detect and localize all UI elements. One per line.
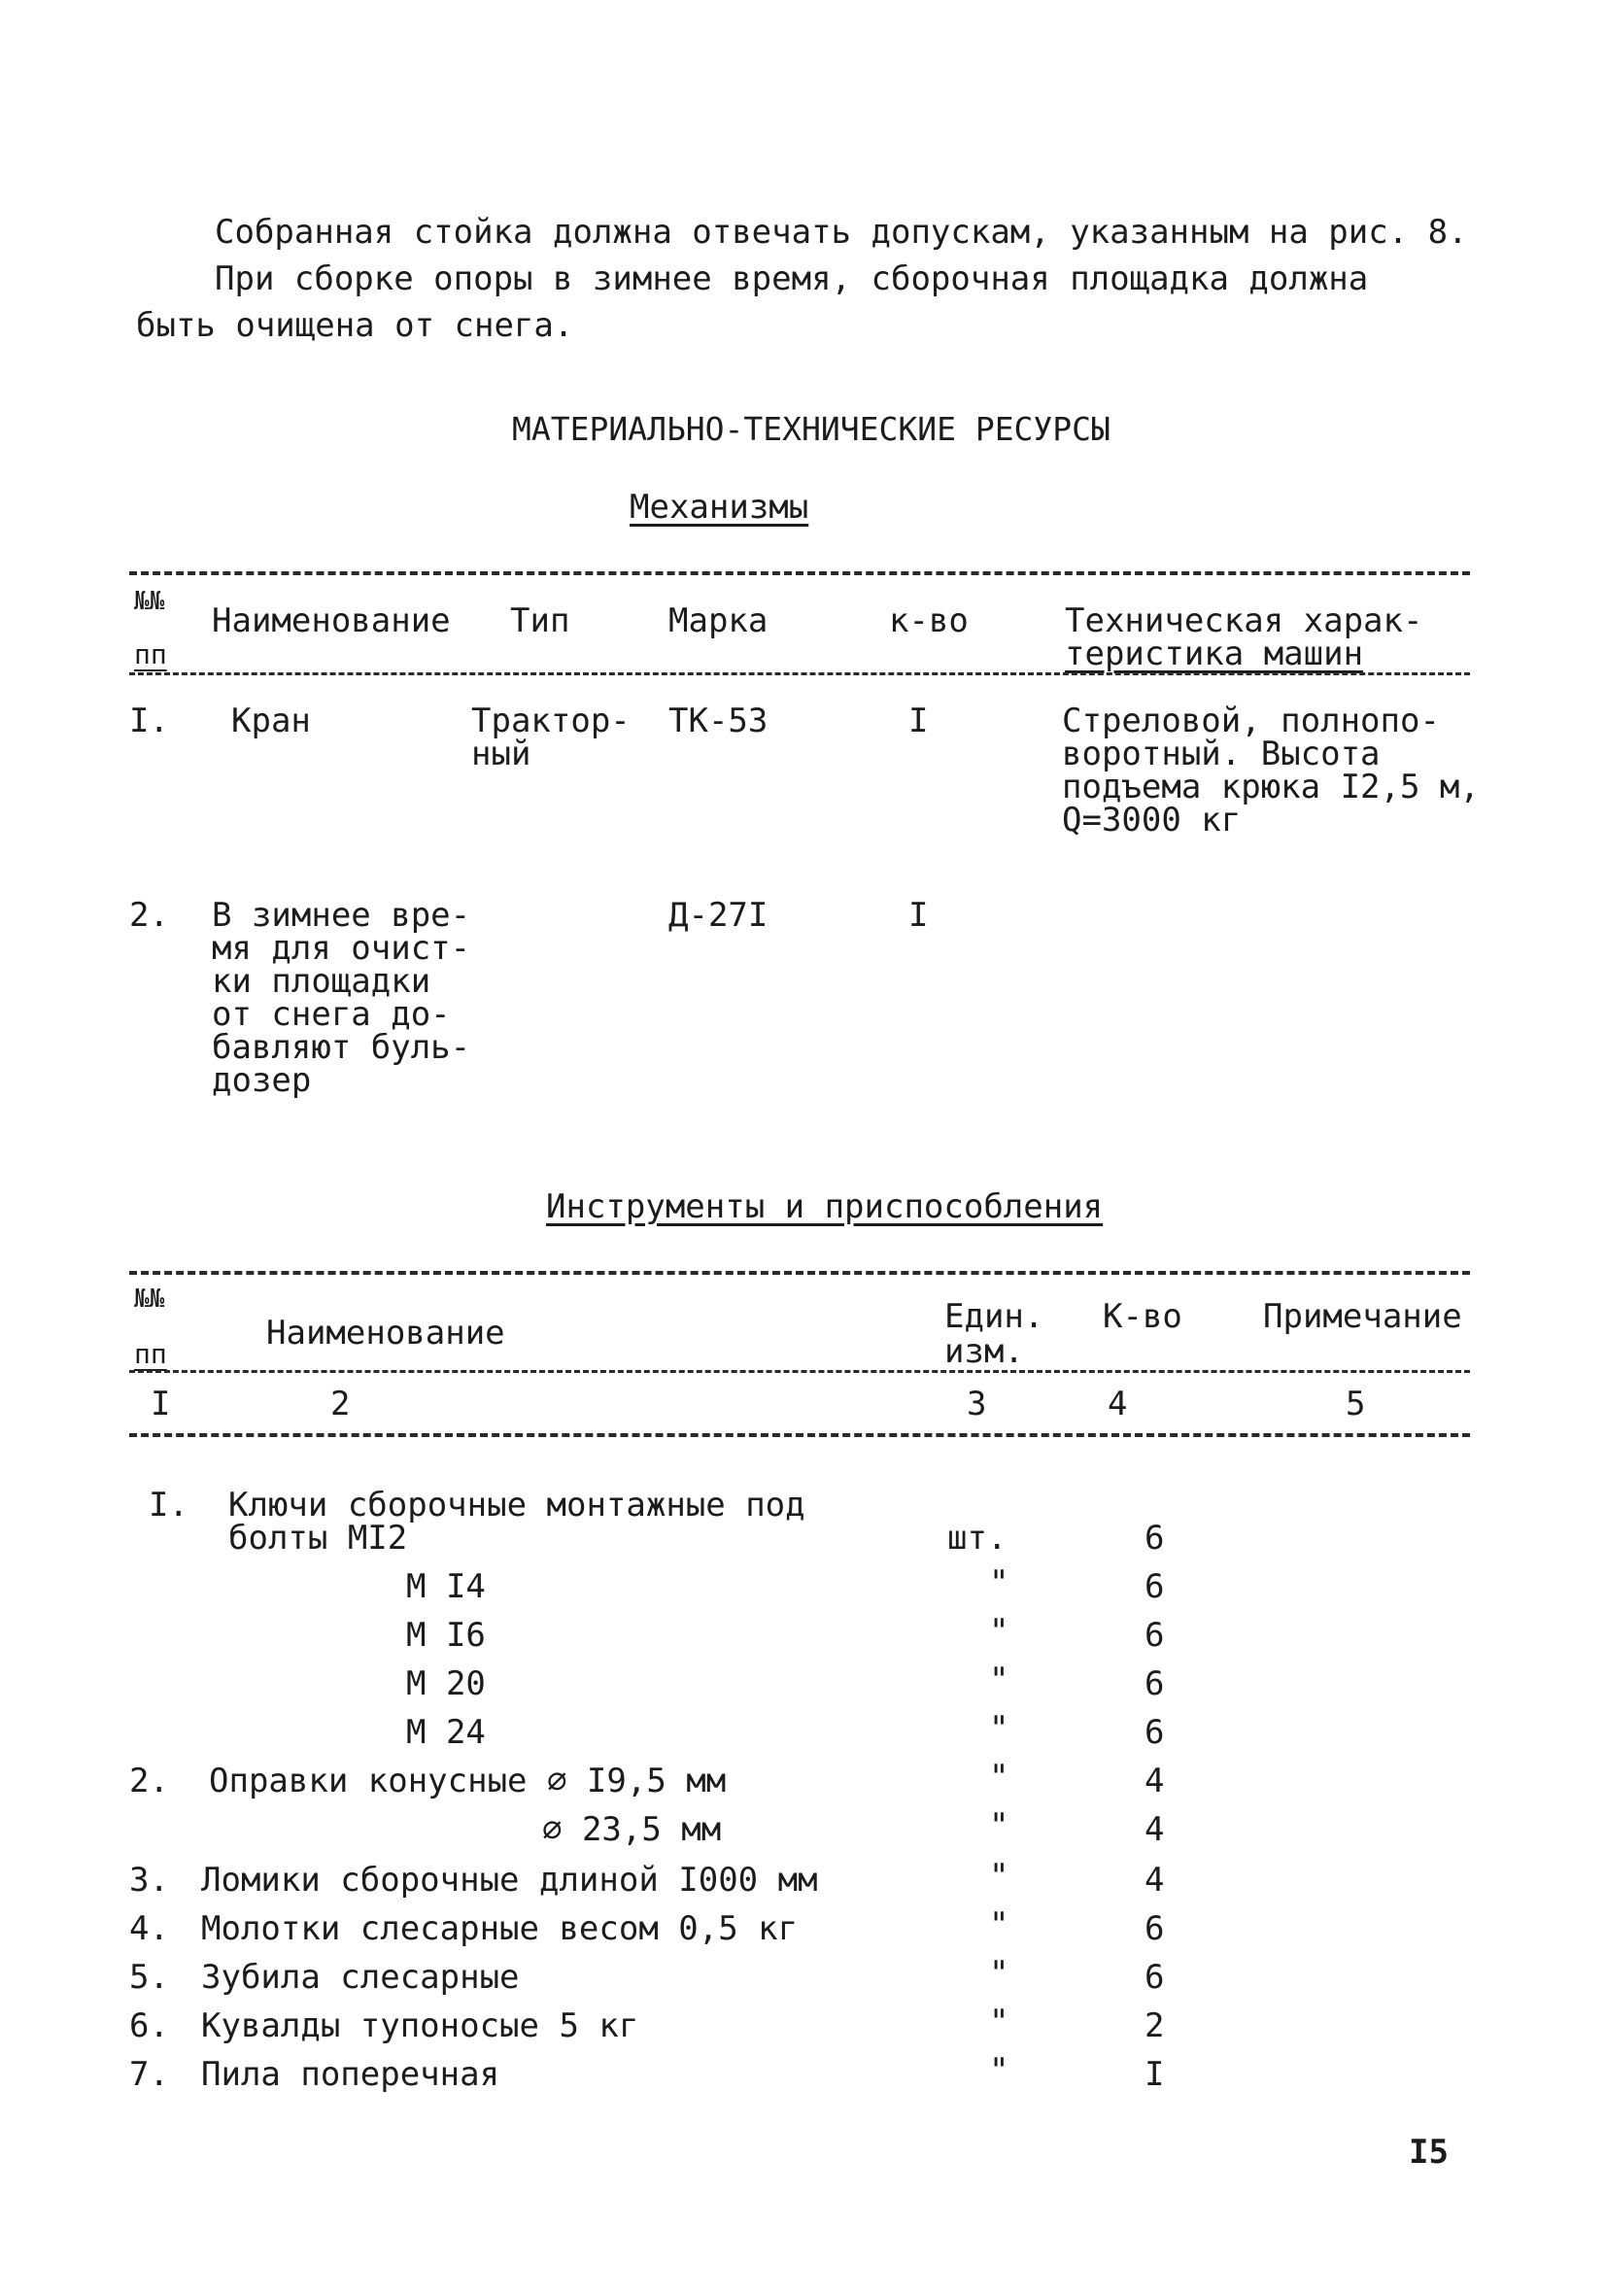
tool-6-unit: " — [989, 2003, 1009, 2041]
intro-line-2: При сборке опоры в зимнее время, сборочная площадка должна — [215, 259, 1369, 298]
tools-title: Инструменты и приспособления — [546, 1187, 1104, 1226]
mech-row-2-brand: Д-27I — [668, 896, 769, 935]
tool-2-num: 2. — [129, 1762, 169, 1800]
tool-1a-text: болты МI2 — [228, 1519, 408, 1558]
mech-header-spec-2: теристика машин — [1065, 634, 1364, 673]
tool-1b-unit: " — [989, 1563, 1009, 1602]
mech-row-2-name-1: В зимнее вре- — [212, 896, 471, 935]
tool-1-text: Ключи сборочные монтажные под — [228, 1486, 805, 1525]
tool-3-text: Ломики сборочные длиной I000 мм — [201, 1861, 818, 1900]
tool-1b-text: М I4 — [406, 1567, 486, 1606]
mech-row-2-name-2: мя для очист- — [212, 929, 471, 968]
mech-row-2-name-4: от снега до- — [212, 995, 451, 1034]
mech-row-1-type-2: ный — [471, 735, 531, 773]
mech-row-1-qty: I — [908, 702, 929, 740]
tool-2b-qty: 4 — [1145, 1810, 1165, 1849]
tool-1-num: I. — [149, 1486, 188, 1525]
tool-1d-qty: 6 — [1145, 1664, 1165, 1703]
intro-line-3: быть очищена от снега. — [136, 306, 574, 345]
tool-1e-text: М 24 — [406, 1713, 486, 1752]
tool-3-unit: " — [989, 1857, 1009, 1896]
mech-row-2-name-3: ки площадки — [212, 962, 431, 1001]
tools-header-unit-1: Един. — [944, 1297, 1044, 1336]
mech-header-num-1: №№ — [134, 587, 165, 616]
tools-col-num-4: 4 — [1108, 1385, 1128, 1423]
mech-header-spec-1: Техническая харак- — [1065, 601, 1423, 640]
tool-2-text: Оправки конусные ∅ I9,5 мм — [209, 1762, 727, 1800]
tool-7-text: Пила поперечная — [201, 2055, 500, 2094]
tools-header-note: Примечание — [1263, 1297, 1462, 1336]
tool-2-qty: 4 — [1145, 1762, 1165, 1800]
mech-row-2-num: 2. — [129, 896, 169, 935]
tool-4-qty: 6 — [1145, 1909, 1165, 1948]
tools-col-num-1: I — [151, 1385, 171, 1423]
tools-header-name: Наименование — [266, 1314, 505, 1353]
mech-row-1-name: Кран — [231, 702, 311, 740]
tool-1c-unit: " — [989, 1612, 1009, 1651]
mech-header-brand: Марка — [668, 601, 769, 640]
mech-row-2-name-6: дозер — [212, 1061, 312, 1100]
tools-header-num-2: пп — [134, 1338, 167, 1370]
tool-1c-qty: 6 — [1145, 1616, 1165, 1655]
tool-6-num: 6. — [129, 2006, 169, 2045]
tools-col-num-5: 5 — [1346, 1385, 1366, 1423]
tool-2b-unit: " — [989, 1806, 1009, 1845]
tool-7-num: 7. — [129, 2055, 169, 2094]
mech-row-2-qty: I — [908, 896, 929, 935]
tool-1c-text: М I6 — [406, 1616, 486, 1655]
mech-row-1-brand: ТК-53 — [668, 702, 769, 740]
mech-row-1-type-1: Трактор- — [471, 702, 631, 740]
mechanisms-header-rule — [129, 672, 1470, 675]
mech-row-1-spec-3: подъема крюка I2,5 м, — [1062, 768, 1480, 806]
tools-header-rule — [129, 1370, 1470, 1373]
tool-4-num: 4. — [129, 1909, 169, 1948]
tools-header-unit-2: изм. — [944, 1332, 1024, 1371]
tool-6-text: Кувалды тупоносые 5 кг — [201, 2006, 639, 2045]
tool-5-unit: " — [989, 1954, 1009, 1993]
tools-top-rule — [129, 1271, 1470, 1275]
tool-3-num: 3. — [129, 1861, 169, 1900]
tool-1e-qty: 6 — [1145, 1713, 1165, 1752]
tool-1a-unit: шт. — [947, 1519, 1008, 1558]
tool-1b-qty: 6 — [1145, 1567, 1165, 1606]
tool-1d-unit: " — [989, 1661, 1009, 1699]
section-title: МАТЕРИАЛЬНО-ТЕХНИЧЕСКИЕ РЕСУРСЫ — [512, 410, 1111, 448]
intro-line-1: Собранная стойка должна отвечать допускам, указанным на рис. 8. — [215, 213, 1468, 252]
mech-header-num-2: пп — [134, 638, 167, 670]
tool-1a-qty: 6 — [1145, 1519, 1165, 1558]
tools-header-num-1: №№ — [134, 1285, 165, 1314]
tool-7-qty: I — [1145, 2055, 1165, 2094]
mech-header-qty: к-во — [889, 601, 969, 640]
tool-6-qty: 2 — [1145, 2006, 1165, 2045]
mech-row-1-spec-1: Стреловой, полнопо- — [1062, 702, 1440, 740]
tools-header-qty: К-во — [1103, 1297, 1182, 1336]
tool-1d-text: М 20 — [406, 1664, 486, 1703]
mech-row-1-num: I. — [129, 702, 169, 740]
tool-2b-text: ∅ 23,5 мм — [542, 1810, 722, 1849]
mech-row-1-spec-4: Q=3000 кг — [1062, 801, 1242, 840]
tool-7-unit: " — [989, 2051, 1009, 2090]
mechanisms-top-rule — [129, 571, 1470, 575]
page-number: I5 — [1409, 2133, 1449, 2172]
mech-row-1-spec-2: воротный. Высота — [1062, 735, 1381, 773]
mech-header-type: Тип — [510, 601, 570, 640]
tool-2-unit: " — [989, 1758, 1009, 1797]
tool-5-num: 5. — [129, 1958, 169, 1997]
tools-col-num-2: 2 — [330, 1385, 351, 1423]
tool-4-text: Молотки слесарные весом 0,5 кг — [201, 1909, 799, 1948]
tools-col-num-3: 3 — [967, 1385, 987, 1423]
mech-header-name: Наименование — [212, 601, 451, 640]
mech-row-2-name-5: бавляют буль- — [212, 1028, 471, 1067]
tools-colnum-rule — [129, 1433, 1470, 1437]
tool-3-qty: 4 — [1145, 1861, 1165, 1900]
tool-4-unit: " — [989, 1905, 1009, 1944]
tool-5-text: Зубила слесарные — [201, 1958, 520, 1997]
tool-1e-unit: " — [989, 1709, 1009, 1748]
mechanisms-title: Механизмы — [630, 488, 809, 527]
tool-5-qty: 6 — [1145, 1958, 1165, 1997]
